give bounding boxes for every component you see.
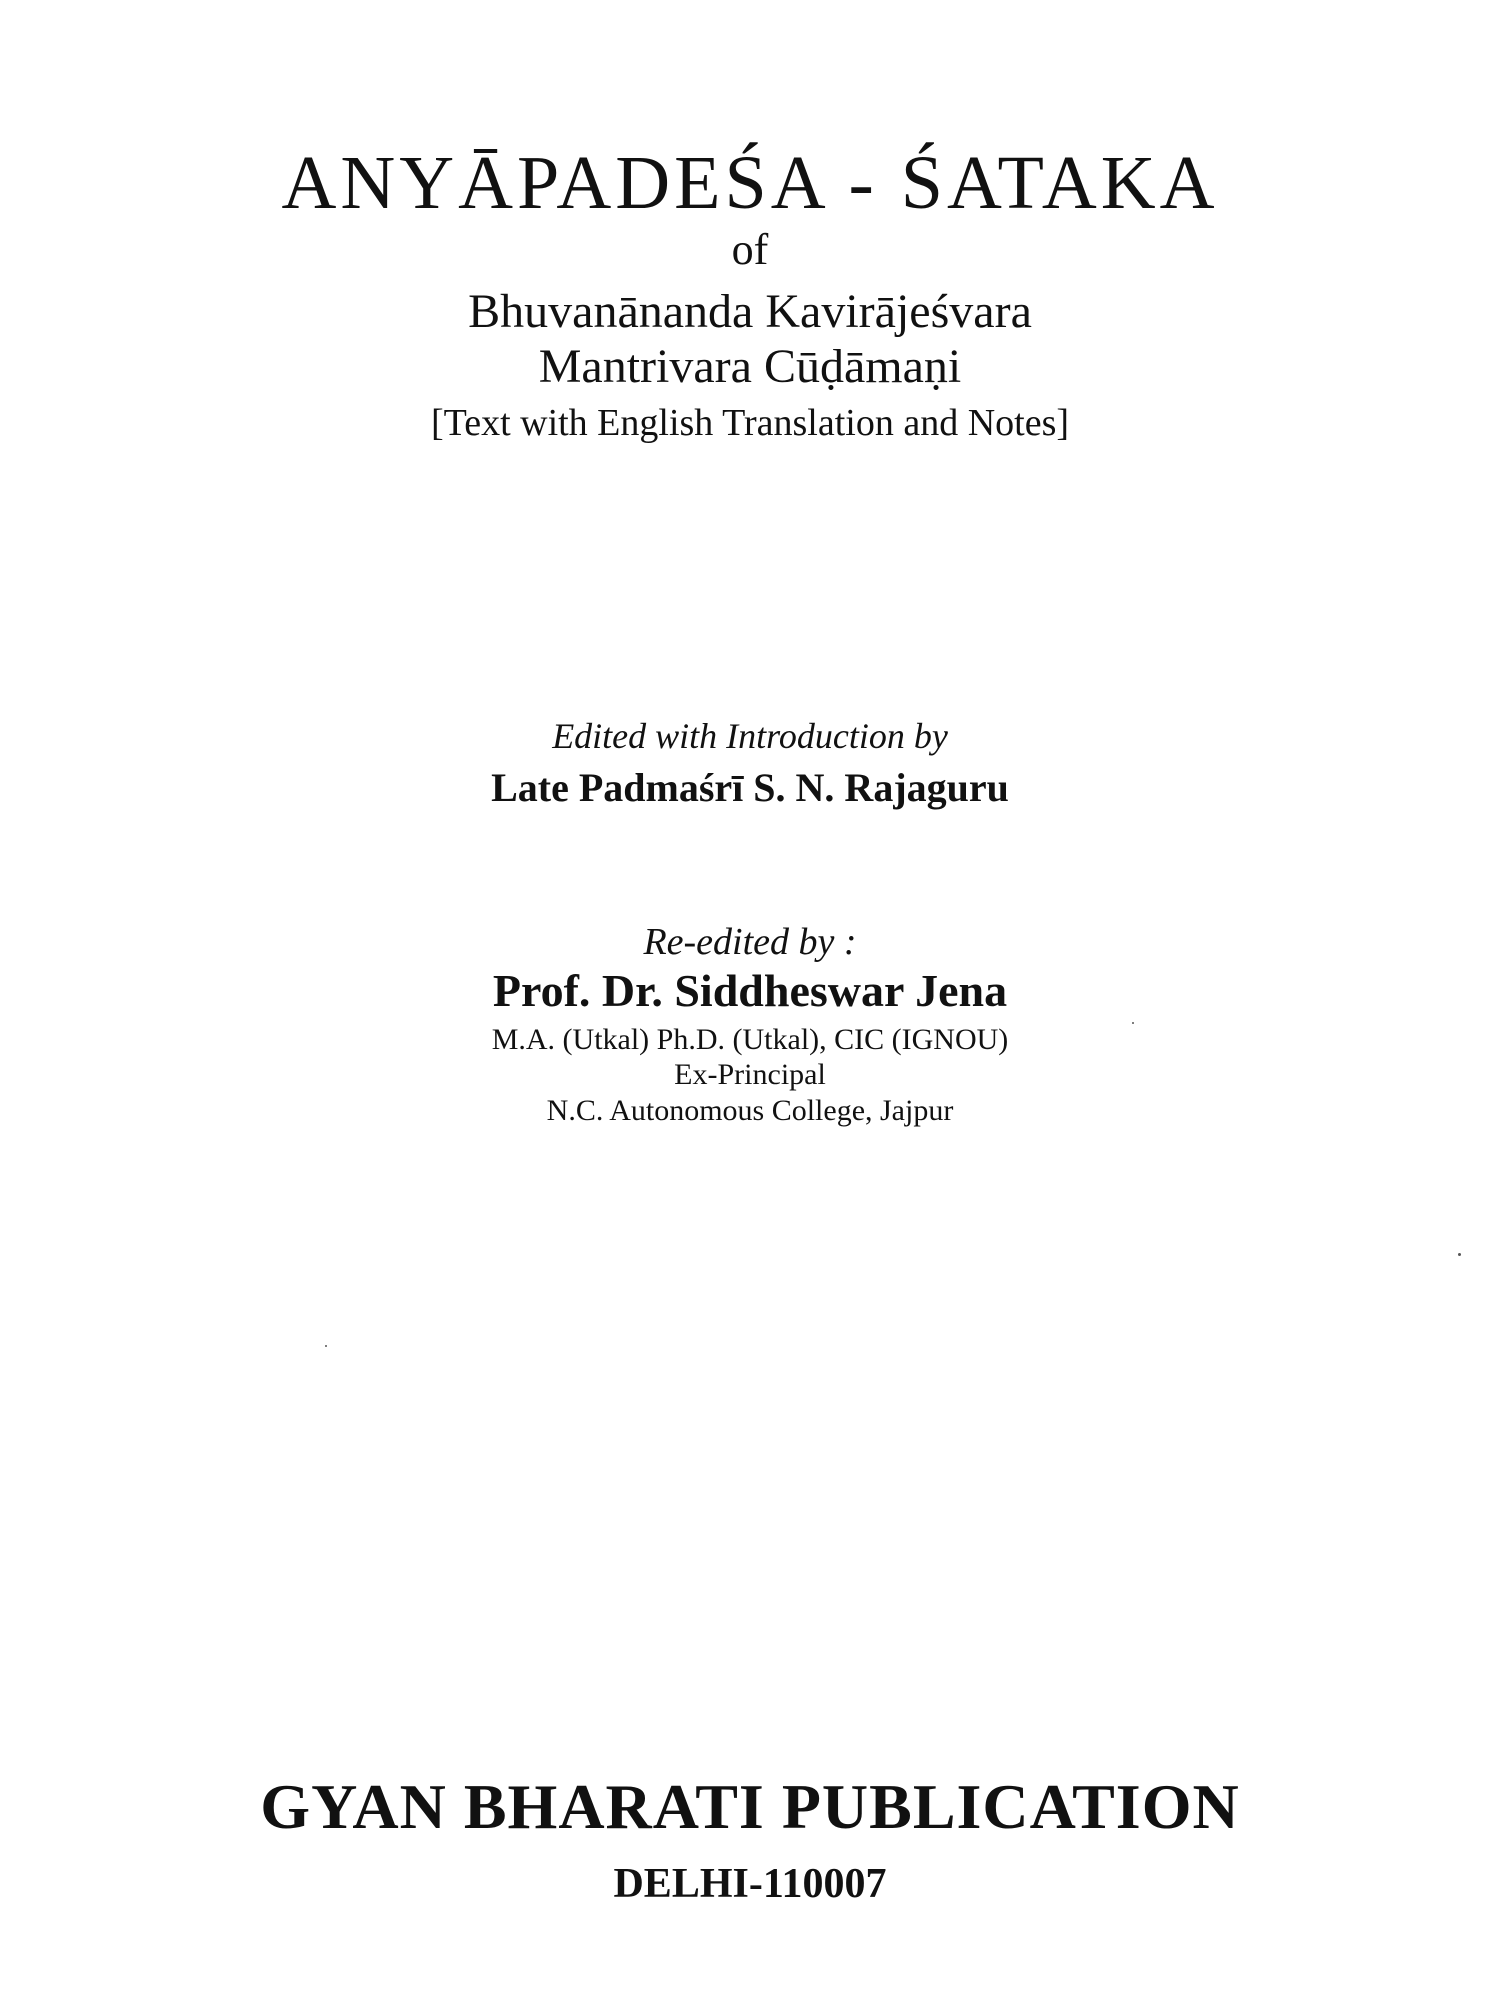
author-name-line2: Mantrivara Cūḍāmaṇi (538, 340, 962, 393)
reeditor-college: N.C. Autonomous College, Jajpur (546, 1094, 954, 1127)
publisher-name: GYAN BHARATI PUBLICATION (260, 1771, 1240, 1842)
scan-speck (1458, 1253, 1461, 1256)
author-name-line1: Bhuvanānanda Kavirājeśvara (468, 285, 1032, 338)
reeditor-name: Prof. Dr. Siddheswar Jena (492, 965, 1008, 1016)
reedited-by-label: Re-edited by : (643, 921, 857, 963)
scan-speck (1132, 1022, 1134, 1024)
publisher-city: DELHI-110007 (613, 1861, 887, 1907)
book-title: ANYĀPADEŚA - ŚATAKA (281, 141, 1219, 225)
editor-name: Late Padmaśrī S. N. Rajaguru (491, 765, 1009, 810)
edited-by-label: Edited with Introduction by (552, 716, 948, 756)
reeditor-qualifications: M.A. (Utkal) Ph.D. (Utkal), CIC (IGNOU) (491, 1023, 1009, 1056)
book-subtitle: [Text with English Translation and Notes] (430, 402, 1070, 444)
scan-speck (325, 1345, 327, 1347)
of-label: of (731, 225, 769, 274)
reeditor-position: Ex-Principal (674, 1058, 826, 1091)
